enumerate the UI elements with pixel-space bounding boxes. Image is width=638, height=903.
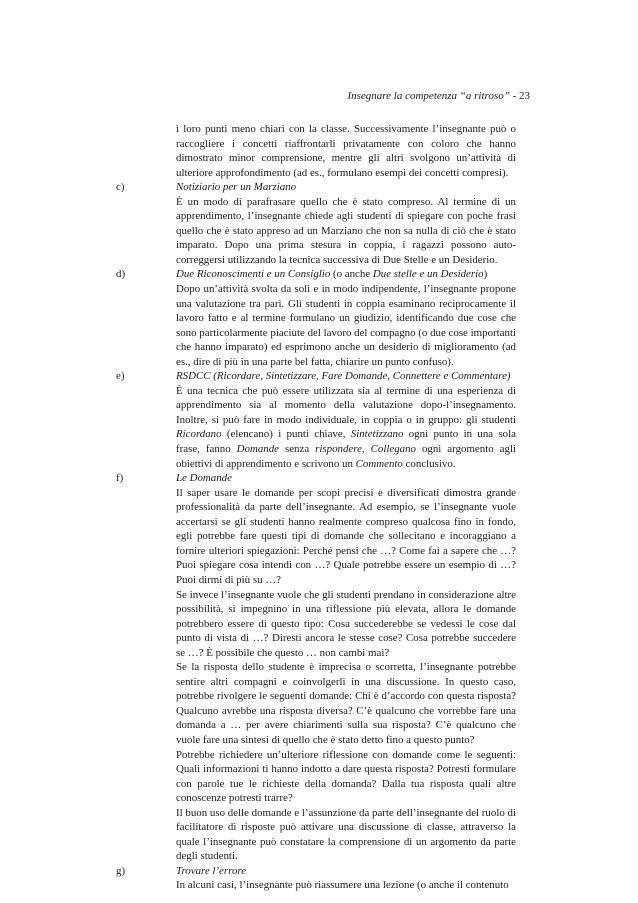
text-segment: conclusivo. <box>402 457 456 470</box>
paragraph: È un modo di parafrasare quello che è stato compreso. Al termine di un apprendimento, l’insegnante chiede agli studenti di spiegare con poche frasi quello che è stato appreso ad un Marziano che non sa nulla di ciò che è stato imparato. Dopo una prima stesura in coppia, i ragazzi possono auto-correggersi utilizzando la tecnica successiva di Due Stelle e un Desiderio. <box>176 195 516 266</box>
paragraph: Potrebbe richiedere un’ulteriore riflessione con domande come le seguenti: Quali informazioni ti hanno indotto a dare questa risposta? Potresti formulare con parole tue le richieste della domanda? Dalla tua risposta quali altre conoscenze potresti trarre? <box>176 748 516 805</box>
item-heading-f <box>116 471 516 486</box>
paragraph: Dopo un’attività svolta da soli e in modo indipendente, l’insegnante propone una valutazione tra pari. Gli studenti in coppia esaminano reciprocamente il lavoro fatto e al termine formulano un giudizio, identificando due cose che sono particolarmente piaciute del lavoro del compagno (o due cose importanti che hanno imparato) ed esprimono anche un desiderio di miglioramento (ad es., dire di più in una parte bel fatta, chiarire un punto confuso). <box>176 283 516 368</box>
item-letter: e) <box>116 370 125 383</box>
item-letter: g) <box>116 864 126 877</box>
item-title: Due Riconoscimenti e un Consiglio <box>176 268 331 281</box>
body-text <box>116 122 516 893</box>
text-segment: (elencano) i punti chiave, <box>221 428 351 441</box>
item-heading-e <box>116 369 516 384</box>
emphasis-segment: Commento <box>355 457 403 470</box>
item-title-note: (o anche <box>330 268 373 281</box>
item-title: RSDCC (Ricordare, Sintetizzare, Fare Domande, Connettere e Commentare) <box>176 370 511 383</box>
item-letter: d) <box>116 268 126 281</box>
item-title: Le Domande <box>176 472 232 485</box>
paragraph: Il buon uso delle domande e l’assunzione da parte dell’insegnante del ruolo di facilitatore di risposte può attivare una discussione di classe, attraverso la quale l’insegnante può constatare la comprensione di un argomento da parte degli studenti. <box>176 806 516 863</box>
text-segment: È una tecnica che può essere utilizzata sia al termine di una esperienza di apprendimento sia al momento della valutazione dopo-l’insegnamento. Inoltre, si può fare in modo individuale, in coppia o in gruppo: gli studenti <box>176 384 516 426</box>
item-title-alt: Due stelle e un Desiderio <box>372 268 484 281</box>
running-header-title: Insegnare la competenza “a ritroso” <box>347 90 510 102</box>
paragraph: Se la risposta dello studente è imprecisa o scorretta, l’insegnante potrebbe sentire altri compagni e coinvolgerli in una discussione. In questo caso, potrebbe rivolgere le seguenti domande: Chi è d’accordo con questa risposta? Qualcuno avrebbe una risposta diversa? C’è qualcuno che vorrebbe fare una domanda a … per avere chiarimenti sulla sua risposta? C’è qualcuno che vuole fare una sintesi di quello che è stato detto fino a questo punto? <box>176 661 516 746</box>
emphasis-segment: Domande <box>236 443 279 456</box>
paragraph: Se invece l’insegnante vuole che gli studenti prendano in considerazione altre possibilità, si impegnino in una riflessione più elevata, allora le domande potrebbero essere di questo tipo: Cosa succederebbe se vedessi le cose dal punto di vista di …? Diresti ancora le stesse cose? Cosa potrebbe succedere se …? È possibile che questo … non cambi mai? <box>176 588 516 659</box>
paragraph-truncated: In alcuni casi, l’insegnante può riassumere una lezione (o anche il contenuto <box>176 879 509 892</box>
running-header-separator: - <box>509 90 519 102</box>
emphasis-segment: rispondere, Collegano <box>315 443 416 456</box>
paragraph-rich <box>116 384 516 471</box>
item-letter: f) <box>116 472 124 485</box>
item-heading-c <box>116 180 516 195</box>
text-segment: ogni punto in una sola frase, fanno <box>176 428 516 456</box>
text-segment: ogni argomento agli obiettivi di apprendimento e scrivono un <box>176 443 516 470</box>
page-number: 23 <box>519 90 530 102</box>
item-title: Trovare l’errore <box>176 864 247 877</box>
emphasis-segment: Ricordano <box>176 428 222 441</box>
item-title-close: ) <box>483 268 488 281</box>
text-segment: senza <box>279 443 316 456</box>
emphasis-segment: Sintetizzano <box>350 428 404 441</box>
paragraph: Il saper usare le domande per scopi precisi e diversificati dimostra grande professionalità da parte dell’insegnante. Ad esempio, se l’insegnante vuole accertarsi se gli studenti hanno realmente compreso qualcosa fino in fondo, egli potrebbe fare questi tipi di domande che sollecitano e incoraggiano a fornire ulteriori spiegazioni: Perché pensi che …? Come fai a sapere che …? Puoi spiegare cosa intendi con …? Quale potrebbe essere un esempio di …? Puoi dirmi di più su …? <box>176 486 516 586</box>
item-title: Notiziario per un Marziano <box>176 181 297 194</box>
running-header <box>320 90 530 102</box>
paragraph-continuation: i loro punti meno chiari con la classe. Successivamente l’insegnante può o raccogliere i concetti riaffrontarli privatamente con coloro che hanno dimostrato minor comprensione, mentre gli altri svolgono un’attività di ulteriore approfondimento (ad es., formulano esempi dei concetti compresi). <box>176 123 516 179</box>
item-heading-g <box>116 864 516 879</box>
item-letter: c) <box>116 181 125 194</box>
item-heading-d <box>116 267 516 282</box>
